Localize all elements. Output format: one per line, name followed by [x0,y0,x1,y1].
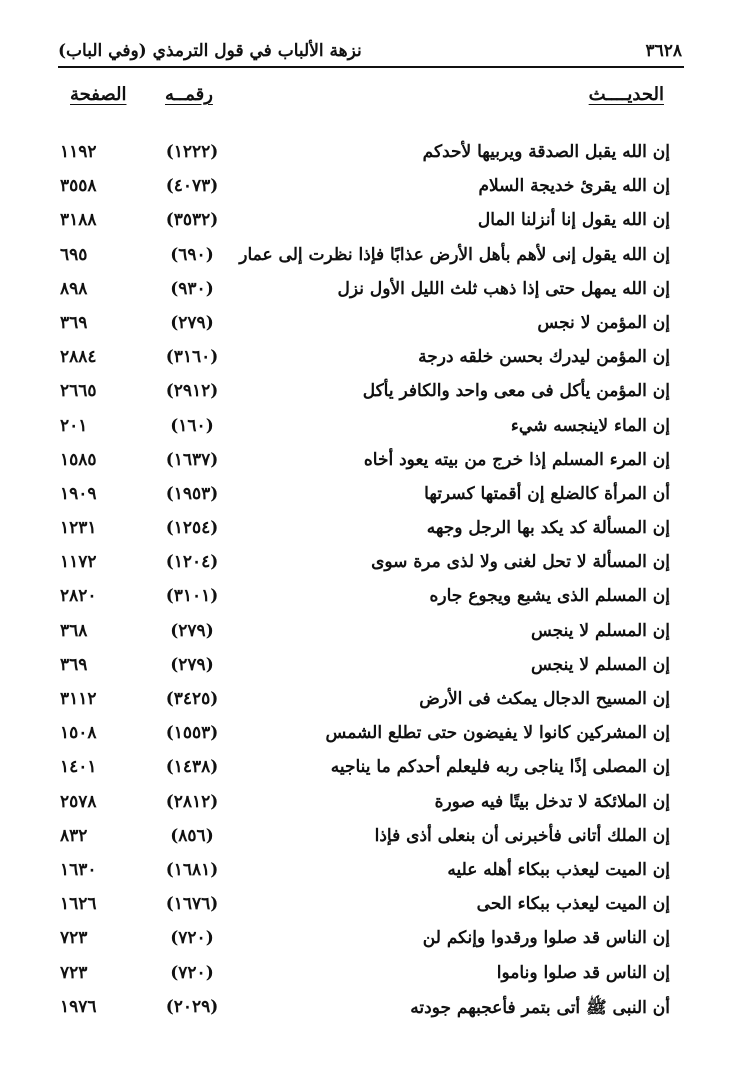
hadith-number: (٧٢٠) [170,962,214,983]
page-reference: ١٥٠٨ [60,723,97,744]
page-reference: ١٦٢٦ [60,894,97,915]
column-header-number: رقمــه [165,84,213,105]
page-reference: ١٥٨٥ [60,449,97,470]
page-reference: ٢٥٧٨ [60,791,97,812]
hadith-number: (١٢٥٤) [165,518,219,539]
table-row [0,447,754,481]
running-title: نزهة الألباب في قول الترمذي (وفي الباب) [58,41,362,61]
table-row [0,960,754,994]
page-reference: ١٩٧٦ [60,996,97,1017]
page-reference: ٢٨٢٠ [60,586,97,607]
page-reference: ١٤٠١ [60,757,97,778]
page-reference: ٢٠١ [60,415,88,436]
table-row [0,549,754,583]
index-table [0,139,754,1028]
table-row [0,754,754,788]
hadith-text: إن الناس قد صلوا ورقدوا وإنكم لن [422,928,670,949]
hadith-text: إن المؤمن ليدرك بحسن خلقه درجة [418,347,670,368]
hadith-text: إن المسيح الدجال يمكث فى الأرض [419,689,670,709]
hadith-number: (٣١٠١) [165,586,219,607]
hadith-text: إن الميت ليعذب ببكاء الحى [476,894,670,915]
page-reference: ٨٩٨ [60,278,88,299]
page-reference: ٣١١٢ [60,689,97,709]
hadith-text: إن الملك أتانى فأخبرنى أن بنعلى أذى فإذا [374,825,670,846]
hadith-text: إن المشركين كانوا لا يفيضون حتى تطلع الشمس [325,723,670,744]
table-row [0,413,754,447]
table-row [0,891,754,925]
hadith-number: (٧٢٠) [170,928,214,949]
table-row [0,344,754,378]
hadith-text: إن المسألة كد يكد بها الرجل وجهه [426,518,670,539]
hadith-number: (٩٣٠) [170,278,214,299]
table-row [0,925,754,959]
page-reference: ٨٣٢ [60,825,88,846]
page-reference: ٢٨٨٤ [60,347,97,368]
hadith-text: إن المؤمن لا نجس [537,312,670,333]
page-reference: ١٦٣٠ [60,859,97,880]
table-row [0,789,754,823]
hadith-text: أن المرأة كالضلع إن أقمتها كسرتها [424,483,670,504]
hadith-text: إن المسلم الذى يشبع ويجوع جاره [429,586,670,607]
page-reference: ٣٥٥٨ [60,176,97,197]
page-reference: ٦٩٥ [60,244,88,265]
hadith-number: (٣٤٢٥) [165,689,219,709]
table-row [0,720,754,754]
hadith-text: إن المؤمن يأكل فى معى واحد والكافر يأكل [362,381,670,402]
table-row [0,515,754,549]
hadith-text: إن المسألة لا تحل لغنى ولا لذى مرة سوى [371,552,670,573]
page-reference: ٣٦٩ [60,654,88,675]
hadith-text: إن الله يمهل حتى إذا ذهب ثلث الليل الأول نزل [337,278,670,299]
header-rule [58,66,684,68]
column-header-hadith: الحديــــث [588,84,664,105]
hadith-text: إن الله يقول إنا أنزلنا المال [477,210,670,231]
table-row [0,652,754,686]
hadith-number: (٢٠٢٩) [165,996,219,1017]
hadith-text: إن المسلم لا ينجس [530,654,670,675]
hadith-number: (١٥٥٣) [165,723,219,744]
page-reference: ١٢٣١ [60,518,97,539]
table-row [0,173,754,207]
table-row [0,857,754,891]
hadith-number: (١٩٥٣) [165,483,219,504]
hadith-number: (١٦٣٧) [165,449,219,470]
hadith-number: (٢٧٩) [170,620,214,641]
table-row [0,139,754,173]
hadith-number: (١٦٨١) [165,859,219,880]
hadith-number: (٣١٦٠) [165,347,219,368]
hadith-number: (٢٧٩) [170,312,214,333]
page-reference: ١٩٠٩ [60,483,97,504]
table-row [0,823,754,857]
page-reference: ٣٦٩ [60,312,88,333]
column-header-page: الصفحة [70,84,127,105]
table-row [0,618,754,652]
page-reference: ٧٢٣ [60,962,88,983]
page-reference: ٣٦٨ [60,620,88,641]
page-number: ٣٦٢٨ [645,41,682,61]
table-row [0,242,754,276]
table-row [0,207,754,241]
hadith-text: إن المرء المسلم إذا خرج من بيته يعود أخاه [363,449,670,470]
hadith-text: إن الميت ليعذب ببكاء أهله عليه [447,859,670,880]
hadith-number: (٨٥٦) [170,825,214,846]
table-row [0,276,754,310]
hadith-number: (١٢٠٤) [165,552,219,573]
hadith-number: (٢٧٩) [170,654,214,675]
page-reference: ٣١٨٨ [60,210,97,231]
page-reference: ١١٩٢ [60,142,97,162]
hadith-number: (٢٨١٢) [165,791,219,812]
hadith-text: إن الماء لاينجسه شيء [510,415,670,436]
hadith-number: (٢٩١٢) [165,381,219,402]
hadith-text: إن الله يقرئ خديجة السلام [478,176,670,197]
hadith-text: إن الله يقبل الصدقة ويربيها لأحدكم [422,142,670,162]
table-row [0,378,754,412]
hadith-number: (٣٥٣٢) [165,210,219,231]
running-head [58,38,682,64]
hadith-number: (١٦٠) [170,415,214,436]
hadith-text: إن الله يقول إنى لأهم بأهل الأرض عذابًا فإذا نظرت إلى عمار [239,244,670,265]
page-reference: ١١٧٢ [60,552,97,573]
hadith-text: إن المصلى إذًا يناجى ربه فليعلم أحدكم ما يناجيه [330,757,670,778]
hadith-number: (٤٠٧٣) [165,176,219,197]
hadith-number: (١٤٣٨) [165,757,219,778]
hadith-number: (٦٩٠) [170,244,214,265]
hadith-text: إن الملائكة لا تدخل بيتًا فيه صورة [434,791,670,812]
table-row [0,686,754,720]
hadith-text: أن النبى ﷺ أتى بتمر فأعجبهم جودته [410,997,670,1018]
table-row [0,481,754,515]
page-reference: ٢٦٦٥ [60,381,97,402]
page-reference: ٧٢٣ [60,928,88,949]
table-row [0,310,754,344]
table-row [0,994,754,1028]
hadith-number: (١٢٢٢) [165,142,219,162]
table-row [0,583,754,617]
hadith-text: إن الناس قد صلوا وناموا [496,962,670,983]
hadith-number: (١٦٧٦) [165,894,219,915]
hadith-text: إن المسلم لا ينجس [530,620,670,641]
